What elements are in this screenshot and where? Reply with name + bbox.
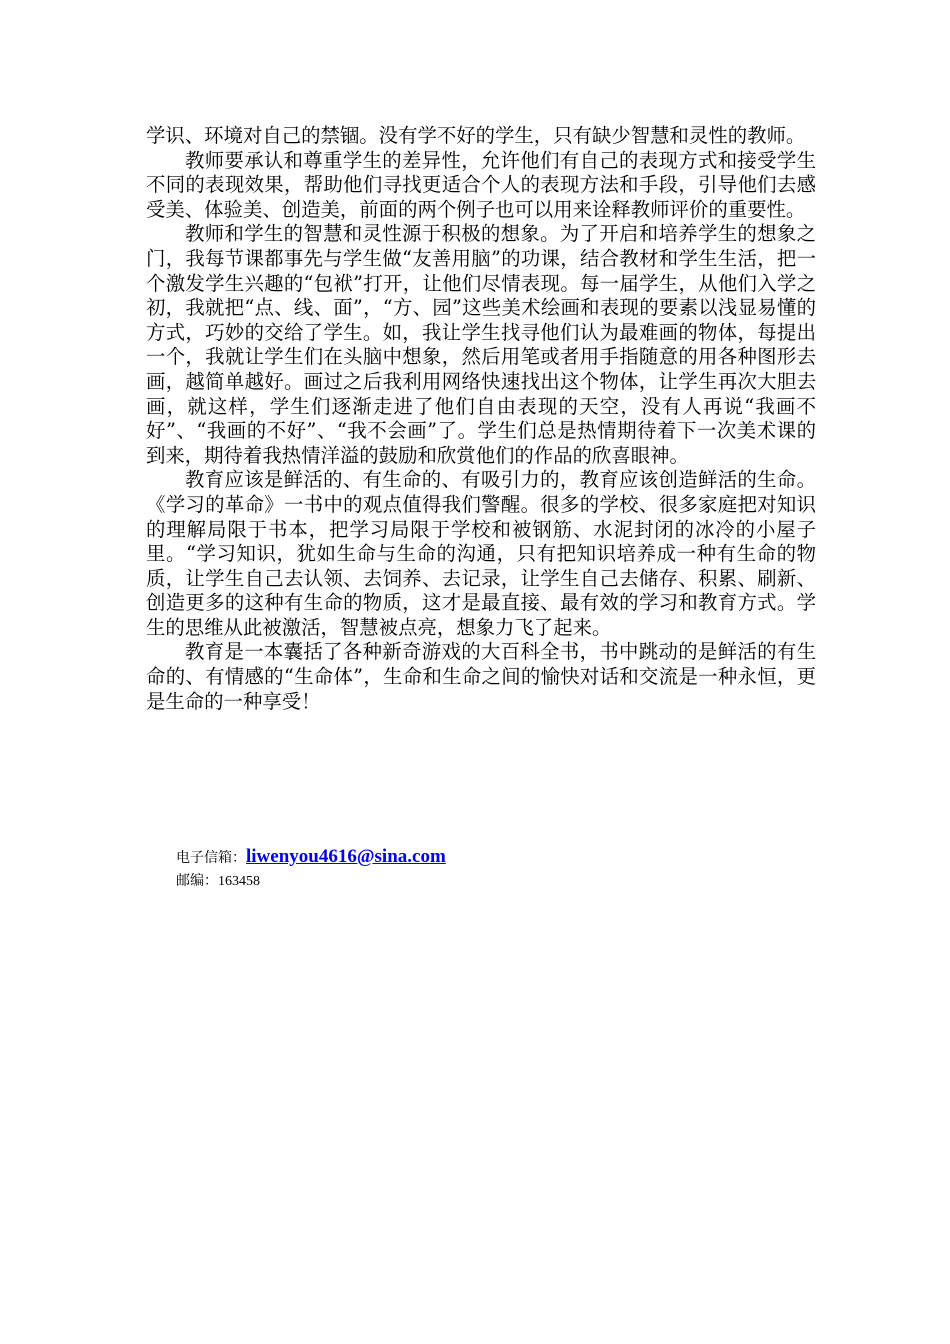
email-label: 电子信箱： — [176, 850, 246, 866]
paragraph: 教师要承认和尊重学生的差异性，允许他们有自己的表现方式和接受学生不同的表现效果，帮助他们寻找更适合个人的表现方法和手段，引导他们去感受美、体验美、创造美，前面的两个例子也可以用来诠释教师评价的重要性。 — [146, 148, 816, 221]
paragraph: 教育是一本囊括了各种新奇游戏的大百科全书，书中跳动的是鲜活的有生命的、有情感的“生命体”，生命和生命之间的愉快对话和交流是一种永恒，更是生命的一种享受！ — [146, 640, 816, 713]
email-link[interactable]: liwenyou4616@sina.com — [246, 846, 446, 867]
paragraph: 学识、环境对自己的禁锢。没有学不好的学生，只有缺少智慧和灵性的教师。 — [146, 124, 806, 147]
paragraph: 教师和学生的智慧和灵性源于积极的想象。为了开启和培养学生的想象之门，我每节课都事先与学生做“友善用脑”的功课，结合教材和学生生活，把一个激发学生兴趣的“包袱”打开，让他们尽情表现。每一届学生，从他们入学之初，我就把“点、线、面”，“方、园”这些美术绘画和表现的要素以浅显易懂的方式，巧妙的交给了学生。如，我让学生找寻他们认为最难画的物体，每提出一个，我就让学生们在头脑中想象，然后用笔或者用手指随意的用各种图形去画，越简单越好。画过之后我利用网络快速找出这个物体，让学生再次大胆去画，就这样，学生们逐渐走进了他们自由表现的天空，没有人再说“我画不好”、“我画的不好”、“我不会画”了。学生们总是热情期待着下一次美术课的到来，期待着我热情洋溢的鼓励和欣赏他们的作品的欣喜眼神。 — [146, 222, 816, 467]
article-body — [146, 124, 816, 714]
zip-value: 163458 — [218, 874, 260, 889]
zip-label: 邮编： — [176, 873, 218, 889]
paragraph: 教育应该是鲜活的、有生命的、有吸引力的，教育应该创造鲜活的生命。《学习的革命》一书中的观点值得我们警醒。很多的学校、很多家庭把对知识的理解局限于书本，把学习局限于学校和被钢筋、水泥封闭的冰冷的小屋子里。“学习知识，犹如生命与生命的沟通，只有把知识培养成一种有生命的物质，让学生自己去认领、去饲养、去记录，让学生自己去储存、积累、刷新、创造更多的这种有生命的物质，这才是最直接、最有效的学习和教育方式。学生的思维从此被激活，智慧被点亮，想象力飞了起来。 — [146, 468, 816, 639]
contact-info — [176, 846, 446, 890]
email-line — [176, 846, 446, 868]
zip-line — [176, 870, 446, 890]
